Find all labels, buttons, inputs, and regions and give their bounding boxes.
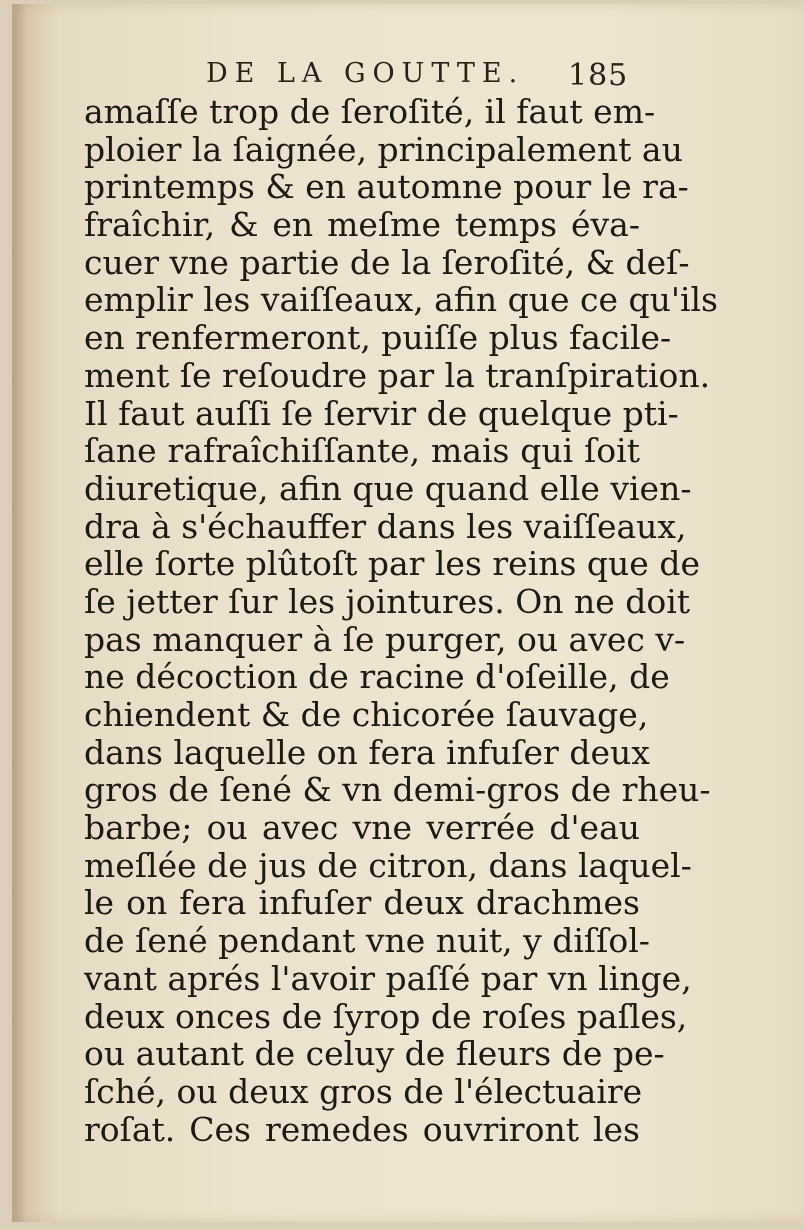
text-line: fraîchir, & en meſme temps éva- — [84, 205, 640, 245]
text-line: chiendent & de chicorée ſauvage, — [84, 695, 649, 734]
text-line: deux onces de ſyrop de roſes paſles, — [84, 996, 688, 1036]
page-gutter-shadow — [12, 4, 26, 1222]
text-line: de ſené pendant vne nuit, y diſſol- — [84, 921, 650, 961]
text-line: elle ſorte plûtoſt par les reins que de — [84, 544, 700, 584]
text-line: cuer vne partie de la ſeroſité, & deſ- — [84, 242, 690, 282]
text-line: ſane rafraîchiſſante, mais qui ſoit — [84, 431, 640, 471]
text-line: ſché, ou deux gros de l'électuaire — [84, 1071, 643, 1111]
text-line: ment ſe reſoudre par la tranſpiration. — [84, 355, 711, 395]
text-line: emplir les vaiſſeaux, afin que ce qu'ils — [84, 280, 718, 320]
text-line: Il faut auſſi ſe ſervir de quelque pti- — [84, 393, 679, 433]
text-line: ploier la ſaignée, principalement au — [84, 129, 683, 169]
body-text — [84, 92, 718, 1149]
text-line: pas manquer à ſe purger, ou avec v- — [84, 619, 686, 659]
text-line: barbe; ou avec vne verrée d'eau — [84, 808, 640, 848]
text-line: dra à s'échauffer dans les vaiſſeaux, — [84, 506, 687, 546]
text-line: ſe jetter ſur les jointures. On ne doit — [84, 581, 691, 621]
text-line: le on fera infuſer deux drachmes — [84, 883, 640, 923]
text-line: diuretique, afin que quand elle vien- — [84, 468, 692, 508]
text-line: roſat. Ces remedes ouvriront les — [84, 1109, 640, 1149]
text-line: ne décoction de racine d'oſeille, de — [84, 657, 670, 697]
text-line: en renfermeront, puiſſe plus facile- — [84, 318, 672, 358]
text-line: amaſſe trop de ſeroſité, il faut em- — [84, 92, 656, 131]
text-line: dans laquelle on fera infuſer deux — [84, 732, 650, 772]
running-title: DE LA GOUTTE. — [206, 58, 525, 89]
text-line: vant aprés l'avoir paſſé par vn linge, — [84, 958, 692, 998]
page-number: 185 — [568, 58, 629, 93]
text-line: printemps & en automne pour le ra- — [84, 167, 689, 207]
text-line: ou autant de celuy de fleurs de pe- — [84, 1034, 665, 1074]
text-line: meſlée de jus de citron, dans laquel- — [84, 845, 692, 885]
text-line: gros de ſené & vn demi-gros de rheu- — [84, 770, 711, 810]
